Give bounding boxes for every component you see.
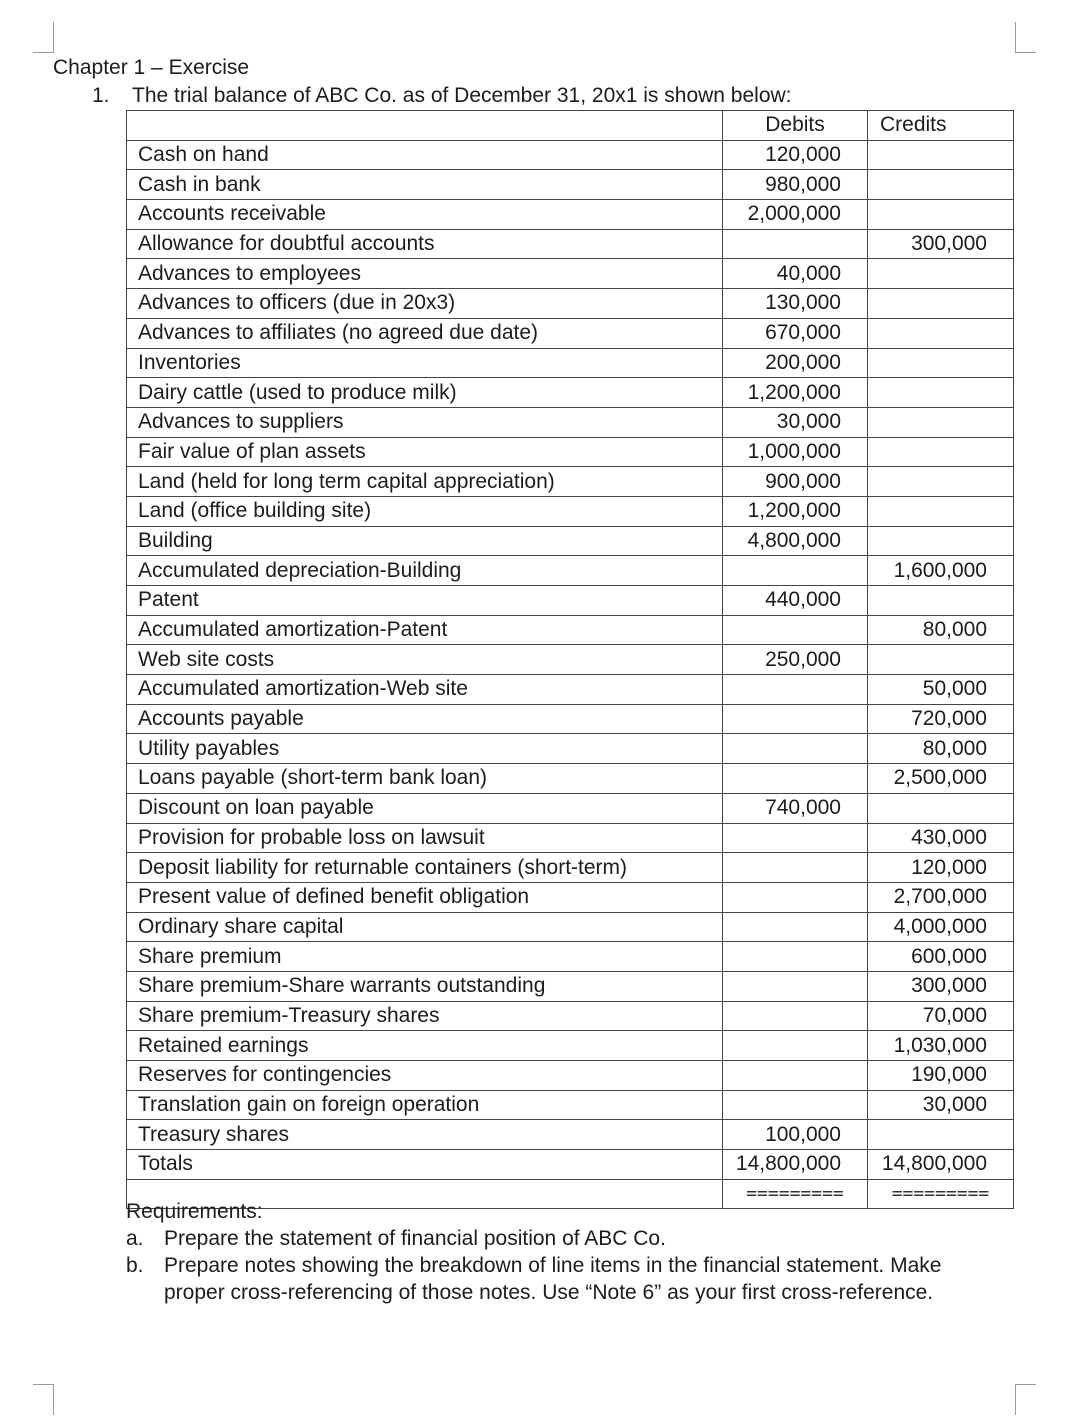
account-name: Discount on loan payable — [127, 793, 723, 823]
debit-amount: 120,000 — [723, 140, 868, 170]
total-credits: 14,800,000 — [868, 1150, 1014, 1180]
debit-double-underline: ========= — [723, 1179, 868, 1208]
account-name: Web site costs — [127, 645, 723, 675]
table-row — [127, 289, 1014, 319]
credit-amount — [868, 437, 1014, 467]
debit-amount — [723, 1061, 868, 1091]
credit-amount — [868, 467, 1014, 497]
account-name: Cash on hand — [127, 140, 723, 170]
table-row — [127, 793, 1014, 823]
debit-amount: 670,000 — [723, 318, 868, 348]
table-row — [127, 971, 1014, 1001]
exercise-intro — [92, 84, 792, 108]
table-row — [127, 1031, 1014, 1061]
credit-double-underline: ========= — [868, 1179, 1014, 1208]
debit-amount — [723, 615, 868, 645]
table-row — [127, 526, 1014, 556]
table-row — [127, 348, 1014, 378]
debit-amount: 100,000 — [723, 1120, 868, 1150]
debit-amount: 200,000 — [723, 348, 868, 378]
account-name: Provision for probable loss on lawsuit — [127, 823, 723, 853]
table-row — [127, 704, 1014, 734]
crop-mark-bottom-right — [1015, 1384, 1036, 1415]
header-account-blank — [127, 111, 723, 141]
credit-amount — [868, 259, 1014, 289]
account-name: Treasury shares — [127, 1120, 723, 1150]
account-name: Fair value of plan assets — [127, 437, 723, 467]
debit-amount — [723, 704, 868, 734]
debit-amount — [723, 882, 868, 912]
crop-mark-top-left — [33, 22, 54, 53]
account-name: Advances to suppliers — [127, 407, 723, 437]
debit-amount: 980,000 — [723, 170, 868, 200]
account-name: Loans payable (short-term bank loan) — [127, 764, 723, 794]
table-row — [127, 853, 1014, 883]
credit-amount — [868, 407, 1014, 437]
account-name: Dairy cattle (used to produce milk) — [127, 378, 723, 408]
debit-amount: 2,000,000 — [723, 200, 868, 230]
debit-amount — [723, 912, 868, 942]
table-row — [127, 318, 1014, 348]
credit-amount — [868, 793, 1014, 823]
header-credits: Credits — [868, 111, 1014, 141]
account-name: Accounts payable — [127, 704, 723, 734]
requirement-item — [126, 1252, 1006, 1306]
crop-mark-bottom-left — [33, 1384, 54, 1415]
credit-amount — [868, 1120, 1014, 1150]
requirement-item — [126, 1225, 1006, 1252]
table-header-row — [127, 111, 1014, 141]
debit-amount: 4,800,000 — [723, 526, 868, 556]
debit-amount: 1,200,000 — [723, 496, 868, 526]
debit-amount — [723, 1031, 868, 1061]
exercise-intro-text: The trial balance of ABC Co. as of December 31, 20x1 is shown below: — [132, 84, 792, 107]
debit-amount — [723, 853, 868, 883]
requirement-label: a. — [126, 1227, 144, 1250]
table-row — [127, 378, 1014, 408]
debit-amount — [723, 734, 868, 764]
credit-amount — [868, 318, 1014, 348]
table-row — [127, 496, 1014, 526]
requirement-label: b. — [126, 1254, 144, 1277]
account-name: Reserves for contingencies — [127, 1061, 723, 1091]
table-row — [127, 912, 1014, 942]
table-row — [127, 229, 1014, 259]
credit-amount: 70,000 — [868, 1001, 1014, 1031]
account-name: Share premium-Treasury shares — [127, 1001, 723, 1031]
table-row — [127, 882, 1014, 912]
debit-amount — [723, 675, 868, 705]
table-row — [127, 1061, 1014, 1091]
table-row — [127, 556, 1014, 586]
debit-amount — [723, 1090, 868, 1120]
credit-amount: 600,000 — [868, 942, 1014, 972]
debit-amount — [723, 764, 868, 794]
credit-amount: 120,000 — [868, 853, 1014, 883]
credit-amount: 430,000 — [868, 823, 1014, 853]
debit-amount — [723, 823, 868, 853]
credit-amount: 2,500,000 — [868, 764, 1014, 794]
account-name: Land (held for long term capital appreciation) — [127, 467, 723, 497]
credit-amount — [868, 378, 1014, 408]
table-row — [127, 586, 1014, 616]
credit-amount — [868, 526, 1014, 556]
table-row — [127, 615, 1014, 645]
header-debits: Debits — [723, 111, 868, 141]
totals-row — [127, 1150, 1014, 1180]
credit-amount — [868, 140, 1014, 170]
account-name: Accumulated amortization-Web site — [127, 675, 723, 705]
credit-amount: 1,030,000 — [868, 1031, 1014, 1061]
debit-amount — [723, 942, 868, 972]
debit-amount: 440,000 — [723, 586, 868, 616]
credit-amount — [868, 645, 1014, 675]
account-name: Utility payables — [127, 734, 723, 764]
debit-amount: 250,000 — [723, 645, 868, 675]
account-name: Building — [127, 526, 723, 556]
table-row — [127, 645, 1014, 675]
requirement-text: Prepare notes showing the breakdown of line items in the financial statement. Make proper cross-referencing of those notes. Use “Note 6” as your first cross-reference. — [164, 1254, 942, 1304]
debit-amount: 130,000 — [723, 289, 868, 319]
account-name: Advances to officers (due in 20x3) — [127, 289, 723, 319]
credit-amount: 50,000 — [868, 675, 1014, 705]
credit-amount: 1,600,000 — [868, 556, 1014, 586]
credit-amount: 80,000 — [868, 734, 1014, 764]
credit-amount: 300,000 — [868, 971, 1014, 1001]
table-row — [127, 200, 1014, 230]
account-name: Ordinary share capital — [127, 912, 723, 942]
requirement-text: Prepare the statement of financial position of ABC Co. — [164, 1227, 666, 1250]
table-row — [127, 942, 1014, 972]
total-debits: 14,800,000 — [723, 1150, 868, 1180]
credit-amount: 80,000 — [868, 615, 1014, 645]
chapter-heading: Chapter 1 – Exercise — [53, 56, 250, 79]
credit-amount: 190,000 — [868, 1061, 1014, 1091]
table-row — [127, 407, 1014, 437]
credit-amount — [868, 170, 1014, 200]
account-name: Advances to employees — [127, 259, 723, 289]
account-name: Allowance for doubtful accounts — [127, 229, 723, 259]
table-row — [127, 764, 1014, 794]
debit-amount: 1,200,000 — [723, 378, 868, 408]
account-name: Accumulated amortization-Patent — [127, 615, 723, 645]
credit-amount — [868, 289, 1014, 319]
requirements-title: Requirements: — [126, 1200, 263, 1223]
account-name: Cash in bank — [127, 170, 723, 200]
debit-amount — [723, 556, 868, 586]
debit-amount — [723, 971, 868, 1001]
crop-mark-top-right — [1015, 22, 1036, 53]
account-name: Accumulated depreciation-Building — [127, 556, 723, 586]
credit-amount — [868, 200, 1014, 230]
account-name: Deposit liability for returnable containers (short-term) — [127, 853, 723, 883]
debit-amount: 30,000 — [723, 407, 868, 437]
table-row — [127, 1090, 1014, 1120]
table-row — [127, 467, 1014, 497]
table-row — [127, 259, 1014, 289]
table-row — [127, 675, 1014, 705]
table-row — [127, 170, 1014, 200]
table-row — [127, 1120, 1014, 1150]
account-name: Present value of defined benefit obligation — [127, 882, 723, 912]
credit-amount: 2,700,000 — [868, 882, 1014, 912]
account-name: Retained earnings — [127, 1031, 723, 1061]
table-row — [127, 823, 1014, 853]
account-name: Advances to affiliates (no agreed due date) — [127, 318, 723, 348]
account-name: Share premium-Share warrants outstanding — [127, 971, 723, 1001]
requirements-section — [126, 1198, 1006, 1306]
table-row — [127, 140, 1014, 170]
debit-amount — [723, 1001, 868, 1031]
table-row — [127, 437, 1014, 467]
credit-amount — [868, 348, 1014, 378]
totals-label: Totals — [127, 1150, 723, 1180]
debit-amount — [723, 229, 868, 259]
credit-amount — [868, 586, 1014, 616]
debit-amount: 900,000 — [723, 467, 868, 497]
debit-amount: 40,000 — [723, 259, 868, 289]
credit-amount: 30,000 — [868, 1090, 1014, 1120]
account-name: Accounts receivable — [127, 200, 723, 230]
credit-amount: 4,000,000 — [868, 912, 1014, 942]
trial-balance-table — [126, 110, 1014, 1209]
debit-amount: 1,000,000 — [723, 437, 868, 467]
account-name: Patent — [127, 586, 723, 616]
debit-amount: 740,000 — [723, 793, 868, 823]
table-row — [127, 734, 1014, 764]
account-name: Land (office building site) — [127, 496, 723, 526]
credit-amount — [868, 496, 1014, 526]
account-name: Share premium — [127, 942, 723, 972]
exercise-number: 1. — [92, 84, 110, 107]
account-name: Inventories — [127, 348, 723, 378]
credit-amount: 720,000 — [868, 704, 1014, 734]
account-name: Translation gain on foreign operation — [127, 1090, 723, 1120]
table-row — [127, 1001, 1014, 1031]
credit-amount: 300,000 — [868, 229, 1014, 259]
